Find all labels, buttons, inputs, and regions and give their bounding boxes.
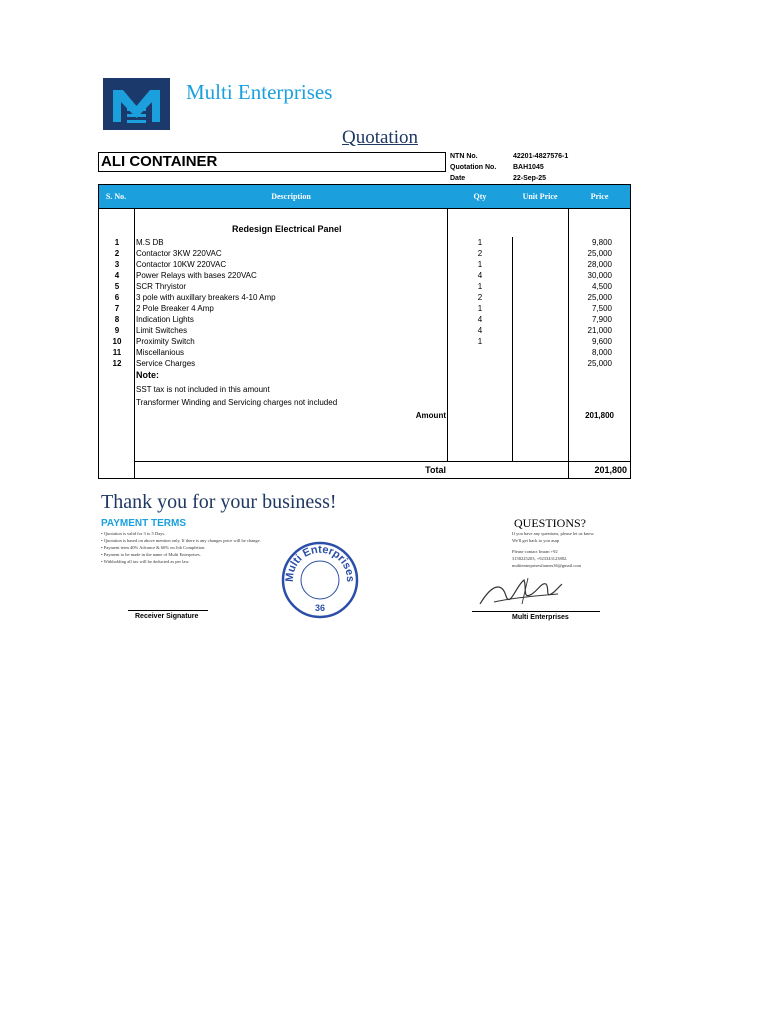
document-title: Quotation — [342, 127, 418, 148]
row-sno: 12 — [112, 359, 122, 368]
client-name: ALI CONTAINER — [101, 153, 218, 170]
company-signature-line — [472, 611, 600, 612]
note-line: Transformer Winding and Servicing charges not included — [136, 398, 338, 407]
row-price: 9,800 — [591, 238, 612, 247]
row-sno: 5 — [114, 282, 120, 291]
questions-line: 3158225203, +923343123882. — [512, 556, 568, 561]
row-description: Proximity Switch — [136, 337, 195, 346]
row-sno: 7 — [114, 304, 120, 313]
row-description: Power Relays with bases 220VAC — [136, 271, 257, 280]
amount-label: Amount — [415, 411, 446, 420]
row-qty: 1 — [477, 260, 483, 269]
row-price: 7,500 — [591, 304, 612, 313]
company-stamp — [281, 541, 359, 619]
receiver-signature-line — [128, 610, 208, 611]
stamp-icon — [281, 541, 359, 619]
row-price: 25,000 — [587, 293, 612, 302]
row-description: Service Charges — [136, 359, 196, 368]
row-price: 9,600 — [591, 337, 612, 346]
row-price: 4,500 — [591, 282, 612, 291]
handwritten-signature — [472, 574, 582, 612]
row-description: Contactor 3KW 220VAC — [136, 249, 222, 258]
payment-term: • Payment term 40% Advance & 60% on Job Completion. — [101, 545, 206, 550]
amount-value: 201,800 — [585, 411, 614, 420]
column-divider — [568, 209, 569, 479]
total-label: Total — [425, 465, 446, 475]
row-price: 21,000 — [587, 326, 612, 335]
column-divider — [512, 237, 513, 461]
payment-term: • Withholding all tax will be deducted as per law. — [101, 559, 190, 564]
row-description: M.S DB — [136, 238, 164, 247]
payment-term: • Payment to be made in the name of Multi Enterprises. — [101, 552, 201, 557]
row-price: 25,000 — [587, 359, 612, 368]
row-qty: 1 — [477, 304, 483, 313]
row-sno: 9 — [114, 326, 120, 335]
multi-enterprises-logo-icon — [103, 78, 170, 130]
ntn-label: NTN No. — [450, 153, 478, 160]
company-logo — [103, 78, 170, 130]
row-price: 25,000 — [587, 249, 612, 258]
row-qty: 1 — [477, 337, 483, 346]
thank-you-message: Thank you for your business! — [101, 491, 337, 513]
payment-terms-title: PAYMENT TERMS — [101, 518, 187, 529]
quotation-no-value: BAH1045 — [513, 164, 544, 171]
row-qty: 4 — [477, 326, 483, 335]
row-description: Indication Lights — [136, 315, 194, 324]
stamp-text: Multi Enterprises — [283, 543, 357, 583]
row-description: Limit Switches — [136, 326, 188, 335]
row-sno: 6 — [114, 293, 120, 302]
row-sno: 1 — [114, 238, 120, 247]
section-title: Redesign Electrical Panel — [232, 224, 342, 234]
company-signature-label: Multi Enterprises — [512, 614, 569, 621]
row-sno: 8 — [114, 315, 120, 324]
questions-line: If you have any questions, please let us know. — [512, 531, 595, 536]
row-qty: 2 — [477, 293, 483, 302]
receiver-signature-label: Receiver Signature — [135, 613, 199, 620]
row-description: 2 Pole Breaker 4 Amp — [136, 304, 214, 313]
header-sno: S. No. — [105, 192, 127, 201]
ntn-value: 42201-4827576-1 — [513, 153, 569, 160]
date-label: Date — [450, 175, 466, 182]
row-sno: 10 — [112, 337, 122, 346]
payment-term: • Quotation is based on above mention only. If there is any changes price will be change. — [101, 538, 261, 543]
row-price: 7,900 — [591, 315, 612, 324]
row-qty: 1 — [477, 238, 483, 247]
payment-term: • Quotation is valid for 3 to 5 Days. — [101, 531, 166, 536]
row-price: 30,000 — [587, 271, 612, 280]
row-description: SCR Thryistor — [136, 282, 187, 291]
quotation-no-label: Quotation No. — [450, 164, 497, 171]
row-qty: 2 — [477, 249, 483, 258]
row-description: Miscellanious — [136, 348, 185, 357]
svg-text:Multi Enterprises — [284, 544, 356, 583]
row-sno: 4 — [114, 271, 120, 280]
row-qty: 4 — [477, 315, 483, 324]
questions-title: QUESTIONS? — [514, 516, 586, 530]
header-price: Price — [590, 192, 609, 201]
company-name: Multi Enterprises — [186, 80, 333, 104]
note-line: SST tax is not included in this amount — [136, 385, 270, 394]
column-divider — [134, 209, 135, 479]
questions-line: We'll get back to you asap — [512, 538, 560, 543]
total-value: 201,800 — [594, 465, 627, 475]
row-sno: 2 — [114, 249, 120, 258]
header-qty: Qty — [473, 192, 487, 201]
row-description: Contactor 10KW 220VAC — [136, 260, 227, 269]
row-price: 8,000 — [591, 348, 612, 357]
header-description: Description — [271, 192, 311, 201]
date-value: 22-Sep-25 — [513, 175, 547, 182]
row-qty: 1 — [477, 282, 483, 291]
header-unit-price: Unit Price — [522, 192, 558, 201]
total-row-divider — [134, 461, 631, 462]
signature-icon — [472, 574, 582, 612]
row-sno: 3 — [114, 260, 120, 269]
questions-email: multienterprisesfiranes36@gmail.com — [512, 563, 582, 568]
row-price: 28,000 — [587, 260, 612, 269]
note-label: Note: — [136, 370, 159, 380]
questions-line: Please contact Imran +92 — [512, 549, 558, 554]
row-sno: 11 — [112, 348, 122, 357]
row-qty: 4 — [477, 271, 483, 280]
stamp-number: 36 — [314, 603, 326, 613]
row-description: 3 pole with auxillary breakers 4-10 Amp — [136, 293, 276, 302]
